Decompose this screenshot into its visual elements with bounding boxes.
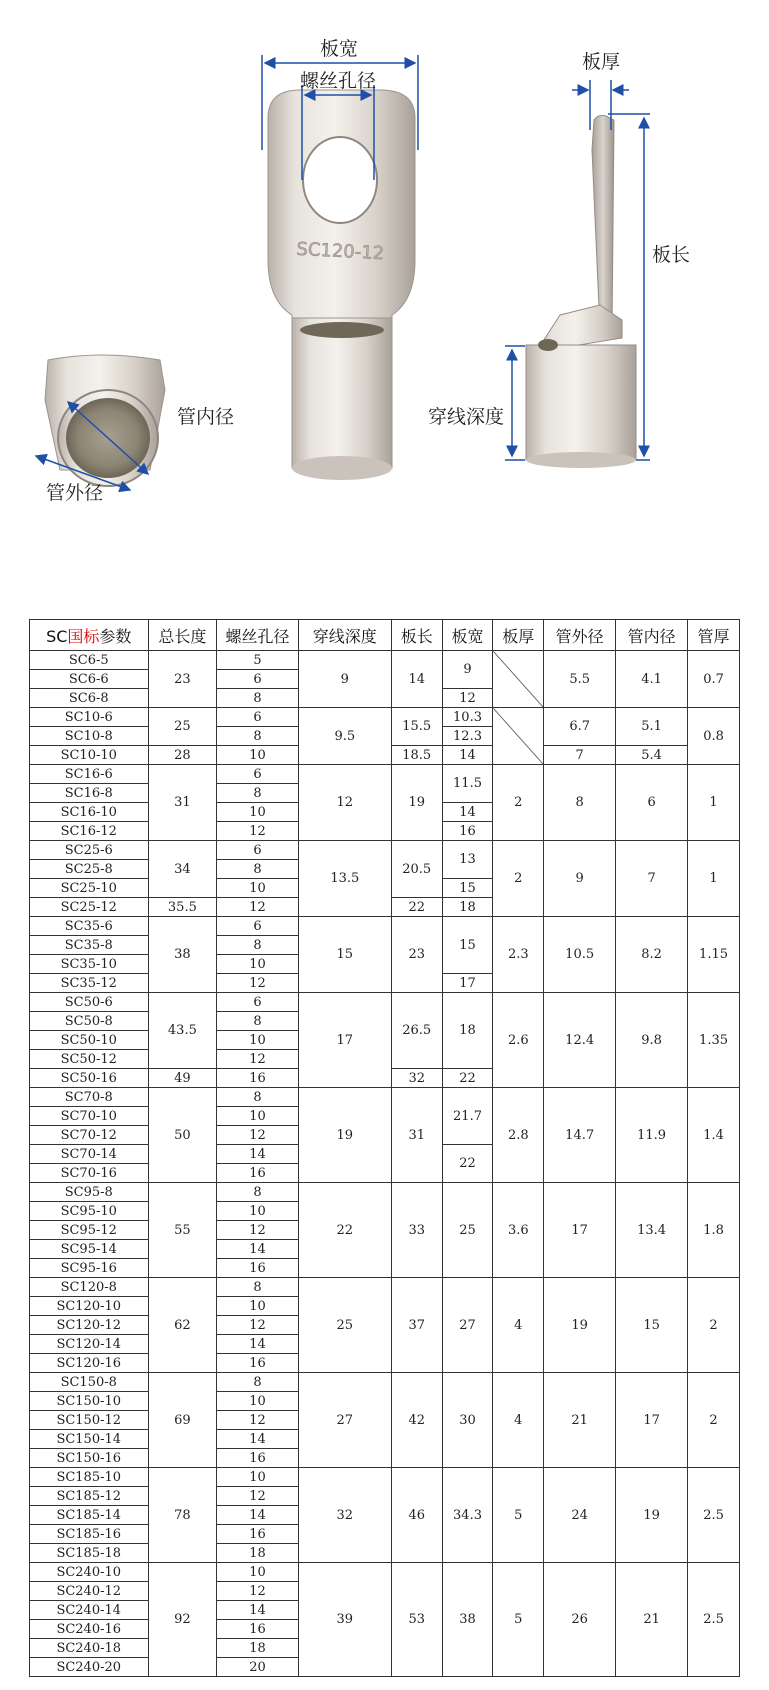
label-plate-width: 板宽 <box>320 38 359 60</box>
cell-total-length: 78 <box>148 1468 217 1563</box>
cell-screw-hole: 14 <box>217 1601 298 1620</box>
cell-total-length: 35.5 <box>148 898 217 917</box>
cell-screw-hole: 8 <box>217 1278 298 1297</box>
cell-screw-hole: 10 <box>217 1297 298 1316</box>
table-row <box>30 917 740 936</box>
cell-plate-width: 15 <box>442 879 493 898</box>
cell-model: SC25-6 <box>30 841 149 860</box>
cell-model: SC10-6 <box>30 708 149 727</box>
cell-plate-length: 42 <box>391 1373 442 1468</box>
cell-screw-hole: 8 <box>217 727 298 746</box>
label-tube-inner: 管内径 <box>177 406 235 428</box>
header-tube-inner: 管内径 <box>616 620 688 651</box>
table-row <box>30 1183 740 1202</box>
cell-plate-thickness <box>493 651 544 708</box>
cell-model: SC240-20 <box>30 1658 149 1677</box>
cell-plate-length: 23 <box>391 917 442 993</box>
cell-screw-hole: 6 <box>217 917 298 936</box>
cell-screw-hole: 12 <box>217 1411 298 1430</box>
cell-screw-hole: 16 <box>217 1449 298 1468</box>
cell-plate-thickness: 2.3 <box>493 917 544 993</box>
cell-plate-width: 12.3 <box>442 727 493 746</box>
cell-screw-hole: 10 <box>217 803 298 822</box>
cell-model: SC50-12 <box>30 1050 149 1069</box>
cell-plate-thickness: 5 <box>493 1563 544 1677</box>
lug-illustration <box>0 0 769 600</box>
cell-tube-outer: 5.5 <box>544 651 616 708</box>
cell-plate-thickness: 4 <box>493 1278 544 1373</box>
header-screw-hole: 螺丝孔径 <box>217 620 298 651</box>
cell-screw-hole: 10 <box>217 879 298 898</box>
cell-screw-hole: 12 <box>217 1316 298 1335</box>
cell-plate-length: 46 <box>391 1468 442 1563</box>
cell-tube-inner: 15 <box>616 1278 688 1373</box>
cell-model: SC185-18 <box>30 1544 149 1563</box>
cell-plate-width: 30 <box>442 1373 493 1468</box>
cell-total-length: 55 <box>148 1183 217 1278</box>
cell-model: SC35-8 <box>30 936 149 955</box>
cell-screw-hole: 14 <box>217 1335 298 1354</box>
cell-plate-width: 14 <box>442 803 493 822</box>
cell-model: SC70-8 <box>30 1088 149 1107</box>
spec-table-wrapper <box>29 619 740 1677</box>
cell-tube-thickness: 2.5 <box>688 1468 740 1563</box>
cell-screw-hole: 12 <box>217 1050 298 1069</box>
cell-wire-depth: 13.5 <box>298 841 391 917</box>
cell-screw-hole: 8 <box>217 860 298 879</box>
cell-tube-inner: 8.2 <box>616 917 688 993</box>
cell-plate-width: 12 <box>442 689 493 708</box>
cell-model: SC16-8 <box>30 784 149 803</box>
cell-tube-thickness: 2.5 <box>688 1563 740 1677</box>
table-row <box>30 651 740 670</box>
cell-tube-inner: 6 <box>616 765 688 841</box>
table-row <box>30 765 740 784</box>
table-row <box>30 1088 740 1107</box>
cell-plate-length: 22 <box>391 898 442 917</box>
cell-total-length: 34 <box>148 841 217 898</box>
cell-tube-thickness: 1 <box>688 765 740 841</box>
cell-plate-length: 31 <box>391 1088 442 1183</box>
cell-plate-length: 53 <box>391 1563 442 1677</box>
cell-wire-depth: 39 <box>298 1563 391 1677</box>
cell-model: SC50-16 <box>30 1069 149 1088</box>
cell-plate-width: 11.5 <box>442 765 493 803</box>
cell-screw-hole: 10 <box>217 1202 298 1221</box>
cell-tube-inner: 9.8 <box>616 993 688 1088</box>
cell-plate-width: 27 <box>442 1278 493 1373</box>
cell-plate-length: 15.5 <box>391 708 442 746</box>
table-row <box>30 993 740 1012</box>
cell-plate-length: 18.5 <box>391 746 442 765</box>
label-tube-outer: 管外径 <box>46 482 104 504</box>
cell-total-length: 62 <box>148 1278 217 1373</box>
side-view-lug <box>526 116 636 469</box>
cell-plate-thickness <box>493 708 544 765</box>
cell-wire-depth: 15 <box>298 917 391 993</box>
cell-screw-hole: 10 <box>217 1563 298 1582</box>
cell-plate-length: 20.5 <box>391 841 442 898</box>
cell-tube-inner: 21 <box>616 1563 688 1677</box>
cell-model: SC6-5 <box>30 651 149 670</box>
cell-plate-thickness: 4 <box>493 1373 544 1468</box>
cell-model: SC150-14 <box>30 1430 149 1449</box>
cell-screw-hole: 14 <box>217 1430 298 1449</box>
cell-model: SC16-10 <box>30 803 149 822</box>
cell-plate-width: 22 <box>442 1069 493 1088</box>
cell-tube-inner: 13.4 <box>616 1183 688 1278</box>
cell-tube-thickness: 1.4 <box>688 1088 740 1183</box>
cell-plate-length: 19 <box>391 765 442 841</box>
cell-model: SC25-10 <box>30 879 149 898</box>
cell-tube-thickness: 1 <box>688 841 740 917</box>
cell-plate-thickness: 5 <box>493 1468 544 1563</box>
header-plate-width: 板宽 <box>442 620 493 651</box>
cell-plate-width: 18 <box>442 898 493 917</box>
cell-model: SC95-10 <box>30 1202 149 1221</box>
table-row <box>30 1373 740 1392</box>
cell-plate-length: 26.5 <box>391 993 442 1069</box>
cell-screw-hole: 12 <box>217 1582 298 1601</box>
cell-plate-thickness: 2.8 <box>493 1088 544 1183</box>
cell-model: SC150-12 <box>30 1411 149 1430</box>
cell-model: SC150-10 <box>30 1392 149 1411</box>
front-view-lug <box>268 90 415 480</box>
cell-screw-hole: 8 <box>217 1183 298 1202</box>
header-tube-outer: 管外径 <box>544 620 616 651</box>
header-wire-depth: 穿线深度 <box>298 620 391 651</box>
cell-model: SC10-10 <box>30 746 149 765</box>
cell-screw-hole: 6 <box>217 765 298 784</box>
header-sc-standard: SC国标参数 <box>30 620 149 651</box>
spec-table <box>29 619 740 1677</box>
cell-plate-width: 18 <box>442 993 493 1069</box>
cell-model: SC16-6 <box>30 765 149 784</box>
cell-tube-outer: 12.4 <box>544 993 616 1088</box>
cell-tube-thickness: 0.8 <box>688 708 740 765</box>
cell-total-length: 28 <box>148 746 217 765</box>
stamp-text: SC120-12 <box>295 238 385 265</box>
cell-plate-width: 34.3 <box>442 1468 493 1563</box>
cell-tube-inner: 4.1 <box>616 651 688 708</box>
cell-screw-hole: 10 <box>217 1392 298 1411</box>
cell-plate-length: 14 <box>391 651 442 708</box>
cell-screw-hole: 8 <box>217 689 298 708</box>
cell-screw-hole: 12 <box>217 898 298 917</box>
cell-model: SC185-16 <box>30 1525 149 1544</box>
cell-screw-hole: 18 <box>217 1639 298 1658</box>
cell-model: SC95-16 <box>30 1259 149 1278</box>
cell-tube-outer: 24 <box>544 1468 616 1563</box>
cell-model: SC35-12 <box>30 974 149 993</box>
cell-screw-hole: 12 <box>217 1487 298 1506</box>
table-row <box>30 1468 740 1487</box>
cell-tube-inner: 5.1 <box>616 708 688 746</box>
cell-model: SC120-10 <box>30 1297 149 1316</box>
product-diagram <box>0 0 769 600</box>
cell-screw-hole: 10 <box>217 746 298 765</box>
cell-tube-inner: 5.4 <box>616 746 688 765</box>
cell-screw-hole: 6 <box>217 670 298 689</box>
cell-plate-width: 17 <box>442 974 493 993</box>
cell-tube-thickness: 2 <box>688 1278 740 1373</box>
cell-total-length: 43.5 <box>148 993 217 1069</box>
cell-tube-outer: 21 <box>544 1373 616 1468</box>
cell-wire-depth: 27 <box>298 1373 391 1468</box>
cell-screw-hole: 12 <box>217 1126 298 1145</box>
cell-model: SC240-18 <box>30 1639 149 1658</box>
cell-screw-hole: 18 <box>217 1544 298 1563</box>
cell-screw-hole: 14 <box>217 1145 298 1164</box>
table-row <box>30 1278 740 1297</box>
cell-plate-thickness: 2 <box>493 765 544 841</box>
cell-tube-outer: 6.7 <box>544 708 616 746</box>
cell-plate-thickness: 2.6 <box>493 993 544 1088</box>
cell-screw-hole: 14 <box>217 1240 298 1259</box>
cell-tube-inner: 11.9 <box>616 1088 688 1183</box>
cell-screw-hole: 8 <box>217 1088 298 1107</box>
cell-model: SC95-14 <box>30 1240 149 1259</box>
cell-plate-width: 22 <box>442 1145 493 1183</box>
cell-wire-depth: 32 <box>298 1468 391 1563</box>
cell-screw-hole: 8 <box>217 1373 298 1392</box>
label-plate-thickness: 板厚 <box>582 51 621 73</box>
cell-screw-hole: 12 <box>217 822 298 841</box>
cell-model: SC35-10 <box>30 955 149 974</box>
cell-screw-hole: 16 <box>217 1620 298 1639</box>
cell-tube-outer: 9 <box>544 841 616 917</box>
cell-plate-width: 16 <box>442 822 493 841</box>
cell-plate-width: 21.7 <box>442 1088 493 1145</box>
cell-model: SC185-10 <box>30 1468 149 1487</box>
cell-model: SC25-12 <box>30 898 149 917</box>
cell-plate-thickness: 2 <box>493 841 544 917</box>
cell-screw-hole: 8 <box>217 784 298 803</box>
cell-plate-width: 38 <box>442 1563 493 1677</box>
cell-model: SC95-8 <box>30 1183 149 1202</box>
cell-tube-outer: 17 <box>544 1183 616 1278</box>
cell-screw-hole: 10 <box>217 1107 298 1126</box>
cell-screw-hole: 14 <box>217 1506 298 1525</box>
cell-model: SC185-12 <box>30 1487 149 1506</box>
cell-total-length: 31 <box>148 765 217 841</box>
cell-screw-hole: 10 <box>217 1031 298 1050</box>
cell-plate-width: 13 <box>442 841 493 879</box>
cell-model: SC25-8 <box>30 860 149 879</box>
cell-tube-thickness: 1.15 <box>688 917 740 993</box>
cell-model: SC120-12 <box>30 1316 149 1335</box>
cell-tube-inner: 19 <box>616 1468 688 1563</box>
table-row <box>30 1563 740 1582</box>
cell-plate-width: 14 <box>442 746 493 765</box>
cell-total-length: 49 <box>148 1069 217 1088</box>
cell-wire-depth: 22 <box>298 1183 391 1278</box>
cell-model: SC50-8 <box>30 1012 149 1031</box>
header-plate-thickness: 板厚 <box>493 620 544 651</box>
cell-model: SC150-8 <box>30 1373 149 1392</box>
cell-model: SC70-12 <box>30 1126 149 1145</box>
cell-wire-depth: 12 <box>298 765 391 841</box>
cell-model: SC240-10 <box>30 1563 149 1582</box>
header-total-length: 总长度 <box>148 620 217 651</box>
cell-wire-depth: 17 <box>298 993 391 1088</box>
cell-model: SC120-16 <box>30 1354 149 1373</box>
cell-screw-hole: 16 <box>217 1259 298 1278</box>
cell-model: SC70-14 <box>30 1145 149 1164</box>
cell-model: SC10-8 <box>30 727 149 746</box>
cell-plate-width: 25 <box>442 1183 493 1278</box>
cell-plate-thickness: 3.6 <box>493 1183 544 1278</box>
cell-plate-length: 37 <box>391 1278 442 1373</box>
cell-model: SC240-14 <box>30 1601 149 1620</box>
cell-screw-hole: 16 <box>217 1354 298 1373</box>
cell-screw-hole: 12 <box>217 974 298 993</box>
cell-screw-hole: 16 <box>217 1069 298 1088</box>
cell-tube-outer: 19 <box>544 1278 616 1373</box>
label-plate-length: 板长 <box>652 244 691 266</box>
header-plate-length: 板长 <box>391 620 442 651</box>
cell-model: SC240-16 <box>30 1620 149 1639</box>
table-body <box>30 651 740 1677</box>
cell-screw-hole: 20 <box>217 1658 298 1677</box>
cell-screw-hole: 8 <box>217 936 298 955</box>
cell-model: SC50-6 <box>30 993 149 1012</box>
cell-tube-outer: 8 <box>544 765 616 841</box>
cell-plate-length: 33 <box>391 1183 442 1278</box>
header-tube-thickness: 管厚 <box>688 620 740 651</box>
cell-total-length: 50 <box>148 1088 217 1183</box>
cell-screw-hole: 6 <box>217 708 298 727</box>
cell-total-length: 69 <box>148 1373 217 1468</box>
cell-tube-outer: 26 <box>544 1563 616 1677</box>
cell-screw-hole: 16 <box>217 1525 298 1544</box>
cell-screw-hole: 12 <box>217 1221 298 1240</box>
cell-model: SC6-8 <box>30 689 149 708</box>
cell-model: SC240-12 <box>30 1582 149 1601</box>
cell-total-length: 25 <box>148 708 217 746</box>
cell-tube-thickness: 0.7 <box>688 651 740 708</box>
cell-model: SC95-12 <box>30 1221 149 1240</box>
cell-model: SC50-10 <box>30 1031 149 1050</box>
table-row <box>30 708 740 727</box>
cell-model: SC120-14 <box>30 1335 149 1354</box>
cell-model: SC35-6 <box>30 917 149 936</box>
cell-screw-hole: 10 <box>217 955 298 974</box>
cell-model: SC16-12 <box>30 822 149 841</box>
cell-tube-outer: 14.7 <box>544 1088 616 1183</box>
cell-plate-width: 9 <box>442 651 493 689</box>
cell-tube-thickness: 1.35 <box>688 993 740 1088</box>
cell-model: SC185-14 <box>30 1506 149 1525</box>
cell-model: SC120-8 <box>30 1278 149 1297</box>
cell-wire-depth: 25 <box>298 1278 391 1373</box>
cell-tube-outer: 7 <box>544 746 616 765</box>
cell-tube-thickness: 2 <box>688 1373 740 1468</box>
cell-tube-outer: 10.5 <box>544 917 616 993</box>
cell-plate-width: 10.3 <box>442 708 493 727</box>
cell-model: SC70-10 <box>30 1107 149 1126</box>
table-row <box>30 841 740 860</box>
cell-screw-hole: 8 <box>217 1012 298 1031</box>
cell-screw-hole: 10 <box>217 1468 298 1487</box>
cell-screw-hole: 6 <box>217 841 298 860</box>
cell-wire-depth: 19 <box>298 1088 391 1183</box>
cell-model: SC150-16 <box>30 1449 149 1468</box>
cell-model: SC6-6 <box>30 670 149 689</box>
cell-model: SC70-16 <box>30 1164 149 1183</box>
label-wire-depth: 穿线深度 <box>428 406 505 428</box>
cell-tube-inner: 7 <box>616 841 688 917</box>
cell-screw-hole: 16 <box>217 1164 298 1183</box>
cell-wire-depth: 9.5 <box>298 708 391 765</box>
label-screw-hole: 螺丝孔径 <box>300 70 377 92</box>
table-header-row <box>30 620 740 651</box>
cell-tube-inner: 17 <box>616 1373 688 1468</box>
cell-screw-hole: 6 <box>217 993 298 1012</box>
cell-tube-thickness: 1.8 <box>688 1183 740 1278</box>
cell-wire-depth: 9 <box>298 651 391 708</box>
cell-plate-width: 15 <box>442 917 493 974</box>
cell-total-length: 23 <box>148 651 217 708</box>
cell-screw-hole: 5 <box>217 651 298 670</box>
cell-plate-length: 32 <box>391 1069 442 1088</box>
cell-total-length: 92 <box>148 1563 217 1677</box>
cell-total-length: 38 <box>148 917 217 993</box>
